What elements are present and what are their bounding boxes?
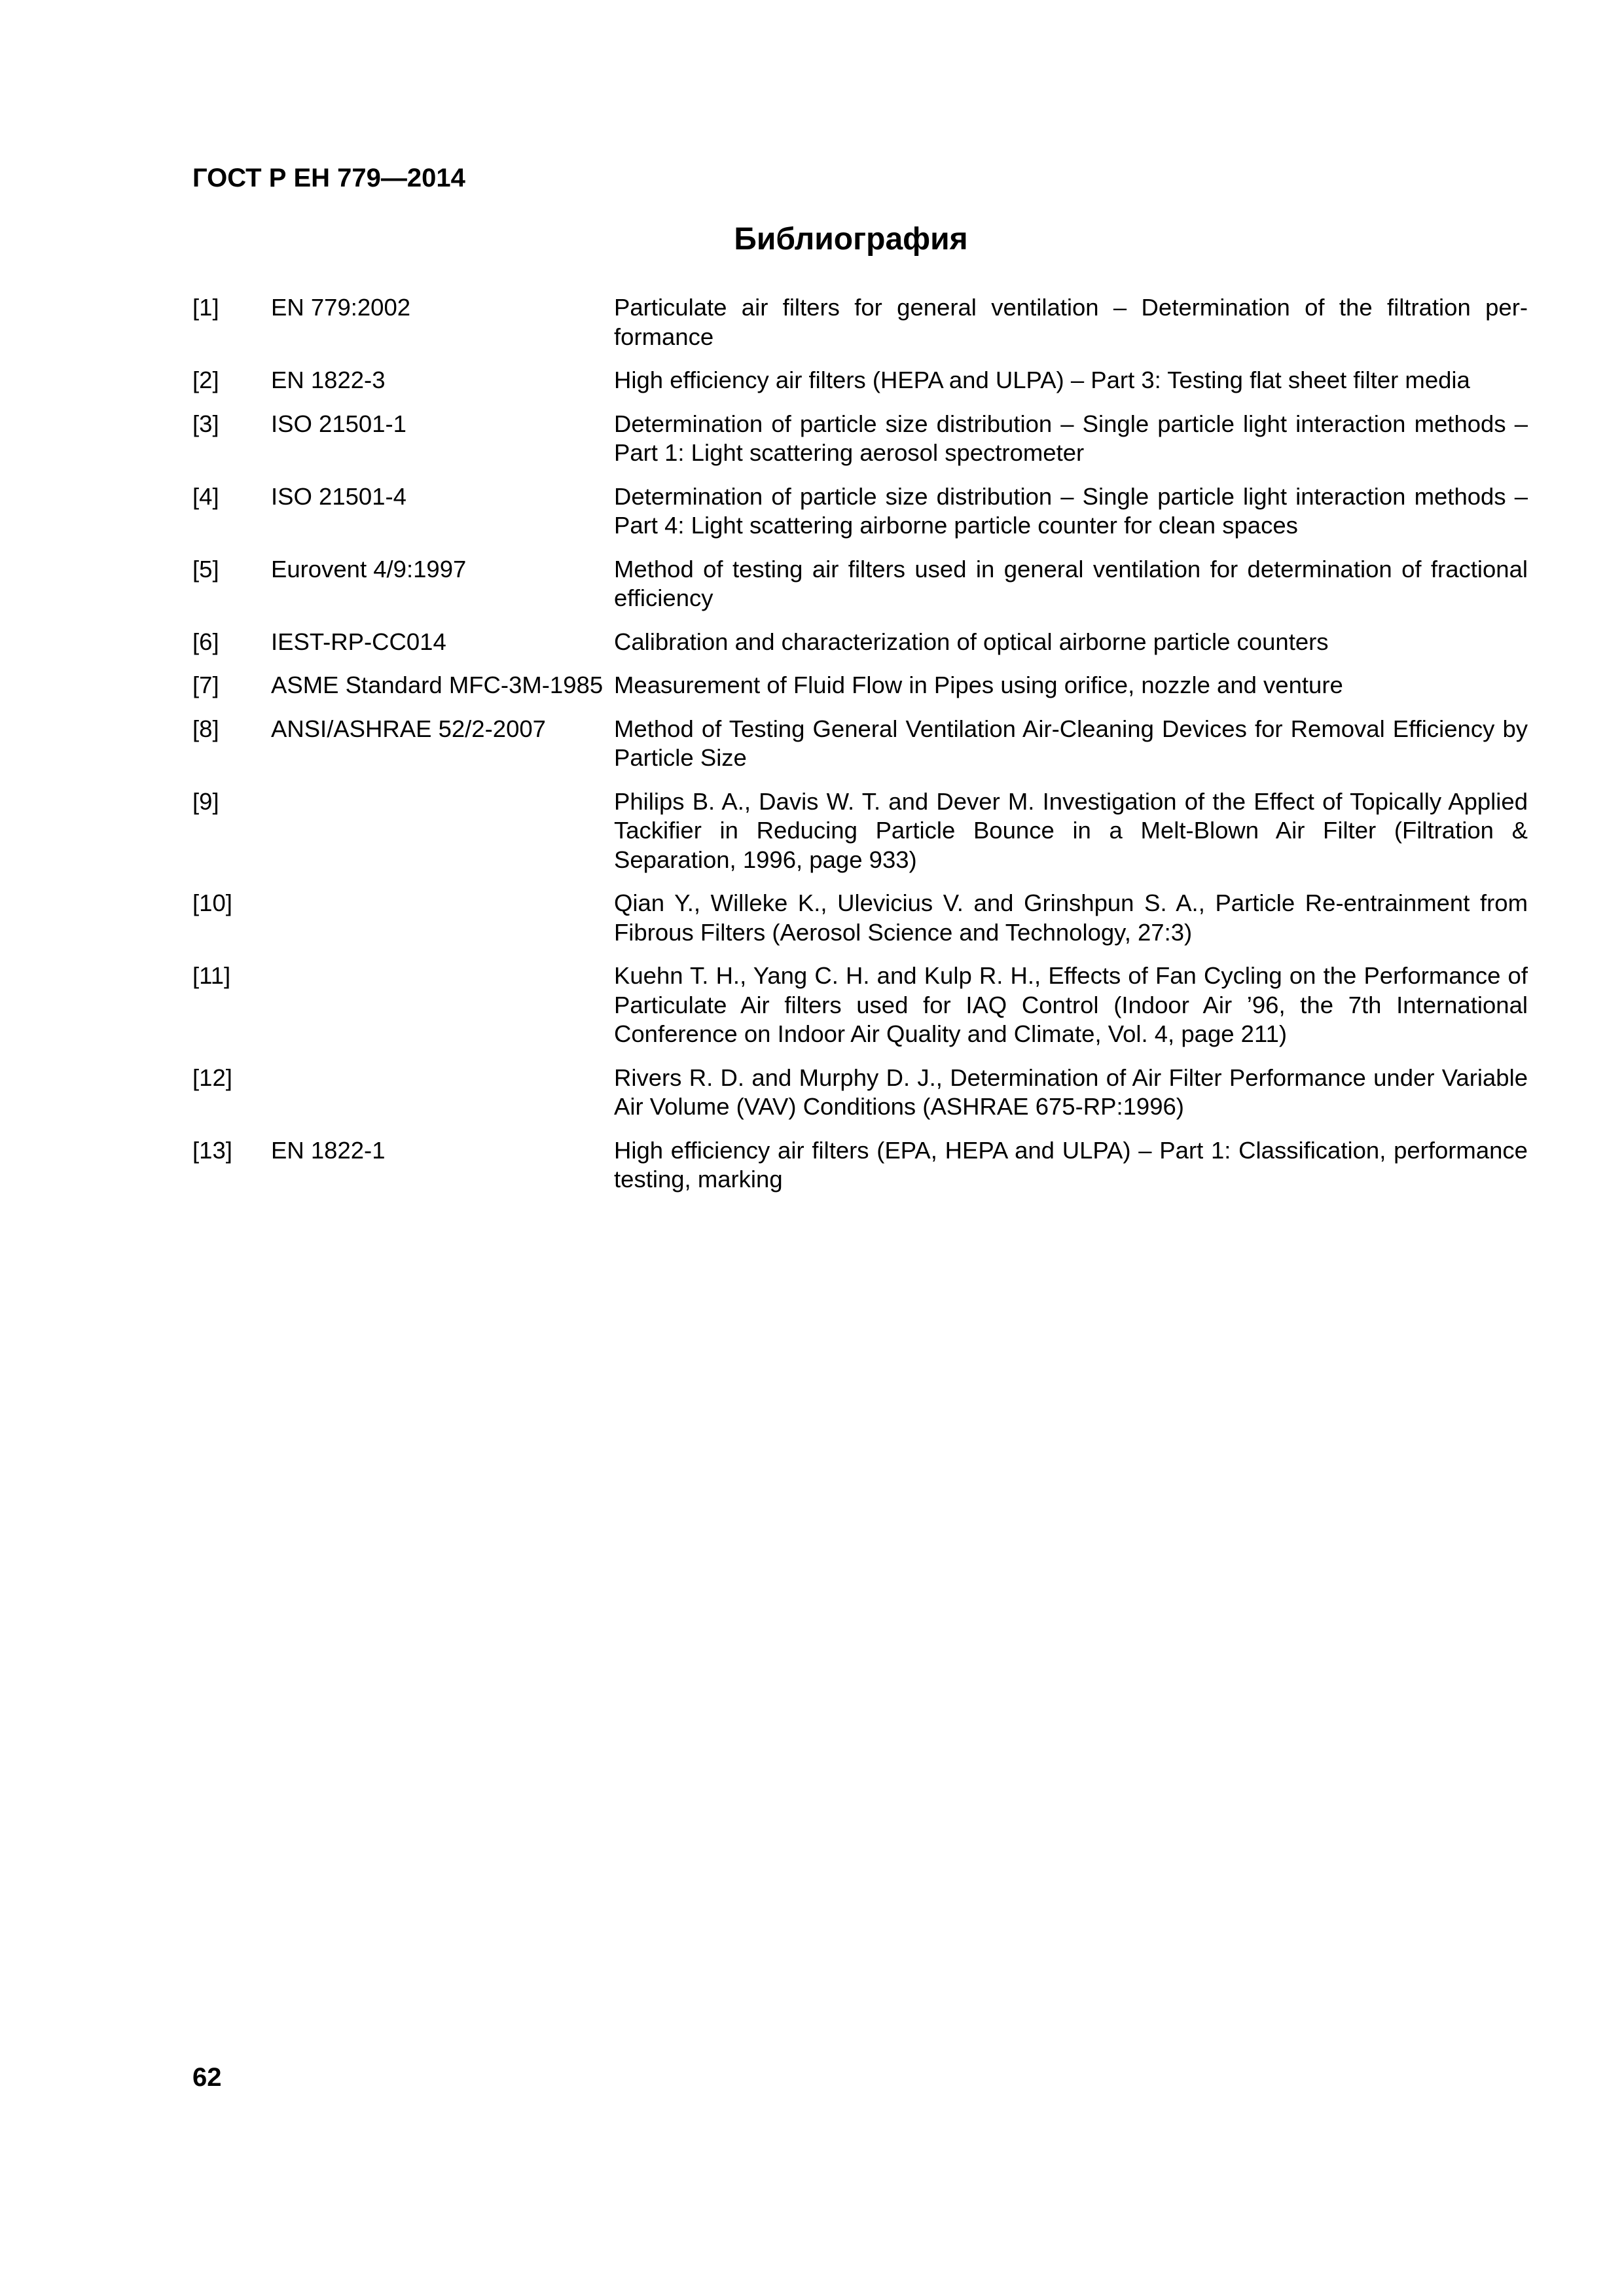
- entry-number: [3]: [192, 410, 219, 437]
- entry-code: ISO 21501-4: [271, 482, 406, 510]
- bibliography-entry: [192, 482, 1528, 541]
- bibliography-entry: [192, 961, 1528, 1049]
- bibliography-entry: [192, 889, 1528, 947]
- entry-number: [6]: [192, 628, 219, 655]
- entry-title: Particulate air filters for general ventilation – Determination of the filtration performance: [614, 294, 1528, 350]
- entry-title: Method of testing air filters used in general ventilation for determination of fractional efficiency: [614, 555, 1528, 611]
- entry-code: IEST-RP-CC014: [271, 628, 446, 655]
- entry-title: High efficiency air filters (EPA, HEPA and ULPA) – Part 1: Classification, performance testing, marking: [614, 1136, 1528, 1193]
- entry-title: Rivers R. D. and Murphy D. J., Determination of Air Filter Performance under Variable Air Volume (VAV) Conditions (ASHRAE 675-RP:1996): [614, 1064, 1528, 1120]
- entry-title: Method of Testing General Ventilation Air-Cleaning Devices for Removal Efficiency by Particle Size: [614, 715, 1528, 771]
- entry-number: [8]: [192, 715, 219, 742]
- bibliography-list: [192, 293, 1528, 1209]
- entry-title: Determination of particle size distribution – Single particle light interaction methods – Part 1: Light scattering aerosol spectrometer: [614, 410, 1528, 466]
- entry-number: [5]: [192, 555, 219, 583]
- entry-title: Philips B. A., Davis W. T. and Dever M. Investigation of the Effect of Topically Applied Tackifier in Reducing Particle Bounce in a Melt-Blown Air Filter (Filtration & Separation, 1996, page 933): [614, 787, 1528, 873]
- entry-number: [12]: [192, 1064, 232, 1091]
- entry-number: [10]: [192, 889, 232, 916]
- bibliography-entry: [192, 1136, 1528, 1194]
- entry-code: EN 1822-3: [271, 367, 386, 393]
- entry-title: Calibration and characterization of optical airborne particle counters: [614, 628, 1329, 655]
- entry-title: Measurement of Fluid Flow in Pipes using orifice, nozzle and venture: [614, 672, 1343, 698]
- bibliography-entry: [192, 1064, 1528, 1122]
- document-code: ГОСТ Р ЕН 779—2014: [192, 164, 465, 192]
- entry-code: ASME Standard MFC-3M-1985: [271, 672, 604, 698]
- entry-number: [11]: [192, 962, 231, 989]
- bibliography-entry: [192, 555, 1528, 613]
- section-title: Библиография: [734, 222, 968, 257]
- bibliography-entry: [192, 366, 1528, 395]
- entry-title: Determination of particle size distribution – Single particle light interaction methods – Part 4: Light scattering airborne particle counter for clean spaces: [614, 482, 1528, 539]
- entry-code: Eurovent 4/9:1997: [271, 555, 467, 583]
- entry-number: [13]: [192, 1136, 232, 1164]
- entry-number: [7]: [192, 672, 219, 698]
- bibliography-entry: [192, 715, 1528, 773]
- bibliography-entry: [192, 787, 1528, 875]
- entry-title: Qian Y., Willeke K., Ulevicius V. and Grinshpun S. A., Particle Re-entrainment from Fibrous Filters (Aerosol Science and Technology, 27:3): [614, 889, 1528, 946]
- entry-code: EN 779:2002: [271, 294, 411, 321]
- bibliography-entry: [192, 293, 1528, 351]
- entry-title: Kuehn T. H., Yang C. H. and Kulp R. H., Effects of Fan Cycling on the Performance of Particulate Air filters used for IAQ Control (Indoor Air ’96, the 7th International Conference on Indoor Air Quality and Climate, Vol. 4, page 211): [614, 962, 1528, 1047]
- entry-number: [4]: [192, 482, 219, 510]
- entry-number: [9]: [192, 787, 219, 815]
- entry-number: [2]: [192, 367, 219, 393]
- bibliography-entry: [192, 628, 1528, 657]
- entry-number: [1]: [192, 294, 219, 321]
- entry-code: ISO 21501-1: [271, 410, 406, 437]
- bibliography-entry: [192, 671, 1528, 700]
- page-number: 62: [192, 2063, 222, 2092]
- entry-code: ANSI/ASHRAE 52/2-2007: [271, 715, 546, 742]
- bibliography-entry: [192, 410, 1528, 468]
- entry-code: EN 1822-1: [271, 1136, 386, 1164]
- entry-title: High efficiency air filters (HEPA and ULPA) – Part 3: Testing flat sheet filter media: [614, 367, 1470, 393]
